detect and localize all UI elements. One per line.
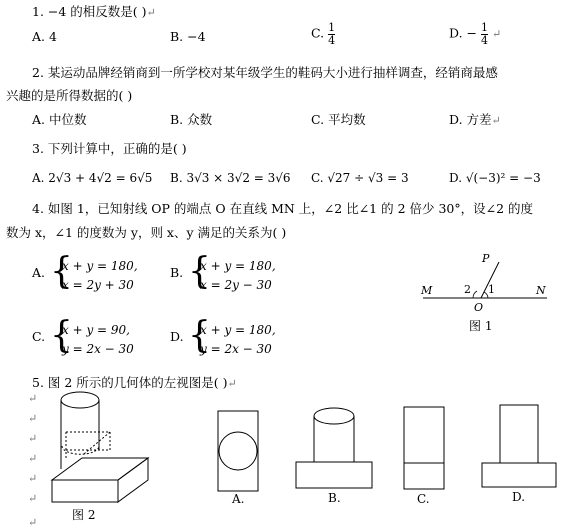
- paragraph-mark: ↵: [28, 452, 38, 465]
- q2-option-b: B. 众数: [170, 112, 213, 127]
- q4-option-a-label: A.: [32, 265, 46, 280]
- q1-option-b: B. −4: [170, 29, 206, 44]
- paragraph-mark: ↵: [28, 412, 38, 425]
- q2-option-d: D. 方差↵: [449, 112, 501, 127]
- q1-option-d: D. − $\frac{1}{4}$ ↵: [449, 21, 502, 47]
- q1-option-c: C. $\frac{1}{4}$: [311, 21, 336, 47]
- q5-stem: 5. 图 2 所示的几何体的左视图是( )↵: [32, 375, 237, 390]
- view-option-d: [478, 403, 562, 503]
- q4-stem-line1: 4. 如图 1，已知射线 OP 的端点 O 在直线 MN 上，∠2 比∠1 的 2 倍少 30°，设∠2 的度: [32, 201, 534, 216]
- view-option-c: [397, 405, 457, 505]
- label-o: O: [474, 301, 484, 314]
- paragraph-mark: ↵: [28, 492, 38, 505]
- brace-icon: {: [188, 251, 211, 292]
- q3-stem: 3. 下列计算中，正确的是( ): [32, 141, 187, 156]
- label-angle-2: 2: [464, 283, 471, 296]
- q4-option-b-label: B.: [170, 265, 184, 280]
- q2-option-c: C. 平均数: [311, 112, 366, 127]
- q4-stem-line2: 数为 x，∠1 的度数为 y，则 x、y 满足的关系为( ): [6, 225, 287, 240]
- view-a-label: A.: [232, 492, 245, 506]
- paragraph-mark: ↵: [28, 472, 38, 485]
- brace-icon: {: [188, 315, 211, 356]
- q2-option-a: A. 中位数: [32, 112, 87, 127]
- label-n: N: [536, 284, 546, 297]
- q1-option-a: A. 4: [32, 29, 57, 44]
- paragraph-mark: ↵: [28, 516, 38, 529]
- figure-1-caption: 图 1: [469, 319, 493, 333]
- label-angle-1: 1: [488, 283, 495, 296]
- q4-option-b-system: { x + y = 180, x = 2y − 30: [188, 251, 276, 292]
- q4-option-d-system: { x + y = 180, y = 2x − 30: [188, 315, 276, 356]
- q4-option-c-system: { x + y = 90, y = 2x − 30: [50, 315, 134, 356]
- view-d-label: D.: [512, 490, 526, 504]
- q3-option-b: B. 3√3 × 3√2 = 3√6: [170, 171, 291, 185]
- q2-stem-line1: 2. 某运动品牌经销商到一所学校对某年级学生的鞋码大小进行抽样调查，经销商最感: [32, 65, 498, 80]
- label-p: P: [482, 252, 490, 265]
- paragraph-mark: ↵: [28, 392, 38, 405]
- view-b-label: B.: [328, 491, 341, 505]
- view-option-a: [210, 405, 270, 505]
- angle-2-arc: [473, 291, 477, 298]
- figure-1-angle-diagram: [415, 252, 555, 337]
- view-option-b: [292, 400, 382, 505]
- brace-icon: {: [50, 251, 73, 292]
- figure-2-solid: [40, 388, 160, 523]
- q4-option-a-system: { x + y = 180, x = 2y + 30: [50, 251, 138, 292]
- brace-icon: {: [50, 315, 73, 356]
- q4-option-c-label: C.: [32, 329, 46, 344]
- q2-stem-line2: 兴趣的是所得数据的( ): [6, 88, 133, 103]
- q4-option-d-label: D.: [170, 329, 184, 344]
- figure-2-caption: 图 2: [72, 508, 96, 522]
- q3-option-d: D. √(−3)² = −3: [449, 171, 541, 185]
- paragraph-mark: ↵: [28, 432, 38, 445]
- q3-option-a: A. 2√3 + 4√2 = 6√5: [32, 171, 153, 185]
- label-m: M: [421, 284, 433, 297]
- q1-stem: 1. −4 的相反数是( )↵: [32, 4, 156, 19]
- view-c-label: C.: [417, 492, 430, 506]
- q3-option-c: C. √27 ÷ √3 = 3: [311, 171, 409, 185]
